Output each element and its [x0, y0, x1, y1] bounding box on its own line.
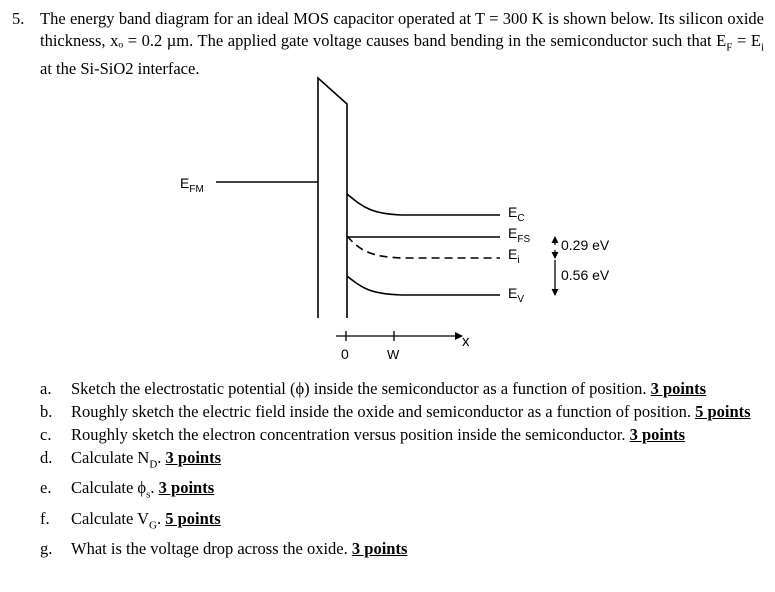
stem-tail: at the Si-SiO2 interface. — [40, 59, 200, 79]
part-a: a. Sketch the electrostatic potential (ϕ) inside the semiconductor as a function of position. 3 points — [40, 379, 707, 398]
ec-label: $E_C$ — [508, 204, 525, 224]
part-g: g. What is the voltage drop across the oxide. 3 points — [40, 538, 408, 558]
problem-number: 5. — [12, 9, 25, 28]
stem-sub-i: i — [760, 41, 764, 54]
part-e: e. Calculate $\phi_s$. 3 points — [40, 478, 215, 501]
part-b: b. Roughly sketch the electric field inside the oxide and semiconductor as a function of position. 5 points — [40, 402, 751, 421]
gap2-label: 0.56 eV — [561, 267, 610, 283]
valence-band — [347, 276, 500, 295]
efm-label: $E_{FM}$ — [180, 175, 204, 195]
conduction-band — [347, 194, 500, 215]
axis-x-label: x — [462, 333, 470, 350]
oxide-layer — [318, 78, 347, 318]
points-c: 3 points — [629, 425, 686, 444]
points-b: 5 points — [695, 402, 751, 421]
intrinsic-level — [347, 236, 500, 258]
part-d: d. Calculate $N_D$. 3 points — [40, 448, 222, 471]
axis-w-label: W — [387, 347, 400, 362]
question-parts — [40, 377, 770, 560]
points-e: 3 points — [158, 478, 215, 498]
points-f: 5 points — [165, 508, 221, 528]
ei-label: $E_i$ — [508, 246, 520, 266]
axis-zero-label: 0 — [341, 346, 349, 362]
efs-label: $E_{FS}$ — [508, 225, 531, 245]
points-g: 3 points — [351, 538, 408, 558]
part-f: f. Calculate $V_G$. 5 points — [40, 508, 221, 531]
points-a: 3 points — [650, 379, 707, 398]
part-c: c. Roughly sketch the electron concentration versus position inside the semiconductor. 3 points — [40, 425, 686, 444]
ev-label: $E_V$ — [508, 285, 525, 305]
stem-sub-f: F — [726, 41, 733, 54]
stem-text: The energy band diagram for an ideal MOS capacitor operated at T = 300 K is shown below. Its silicon oxide thickness, xₒ = 0.2 µm. The applied gate voltage causes band bending in the semiconductor such that E — [40, 9, 764, 50]
stem-eq: = E — [732, 31, 761, 50]
gap1-label: 0.29 eV — [561, 237, 610, 253]
points-d: 3 points — [165, 448, 222, 467]
